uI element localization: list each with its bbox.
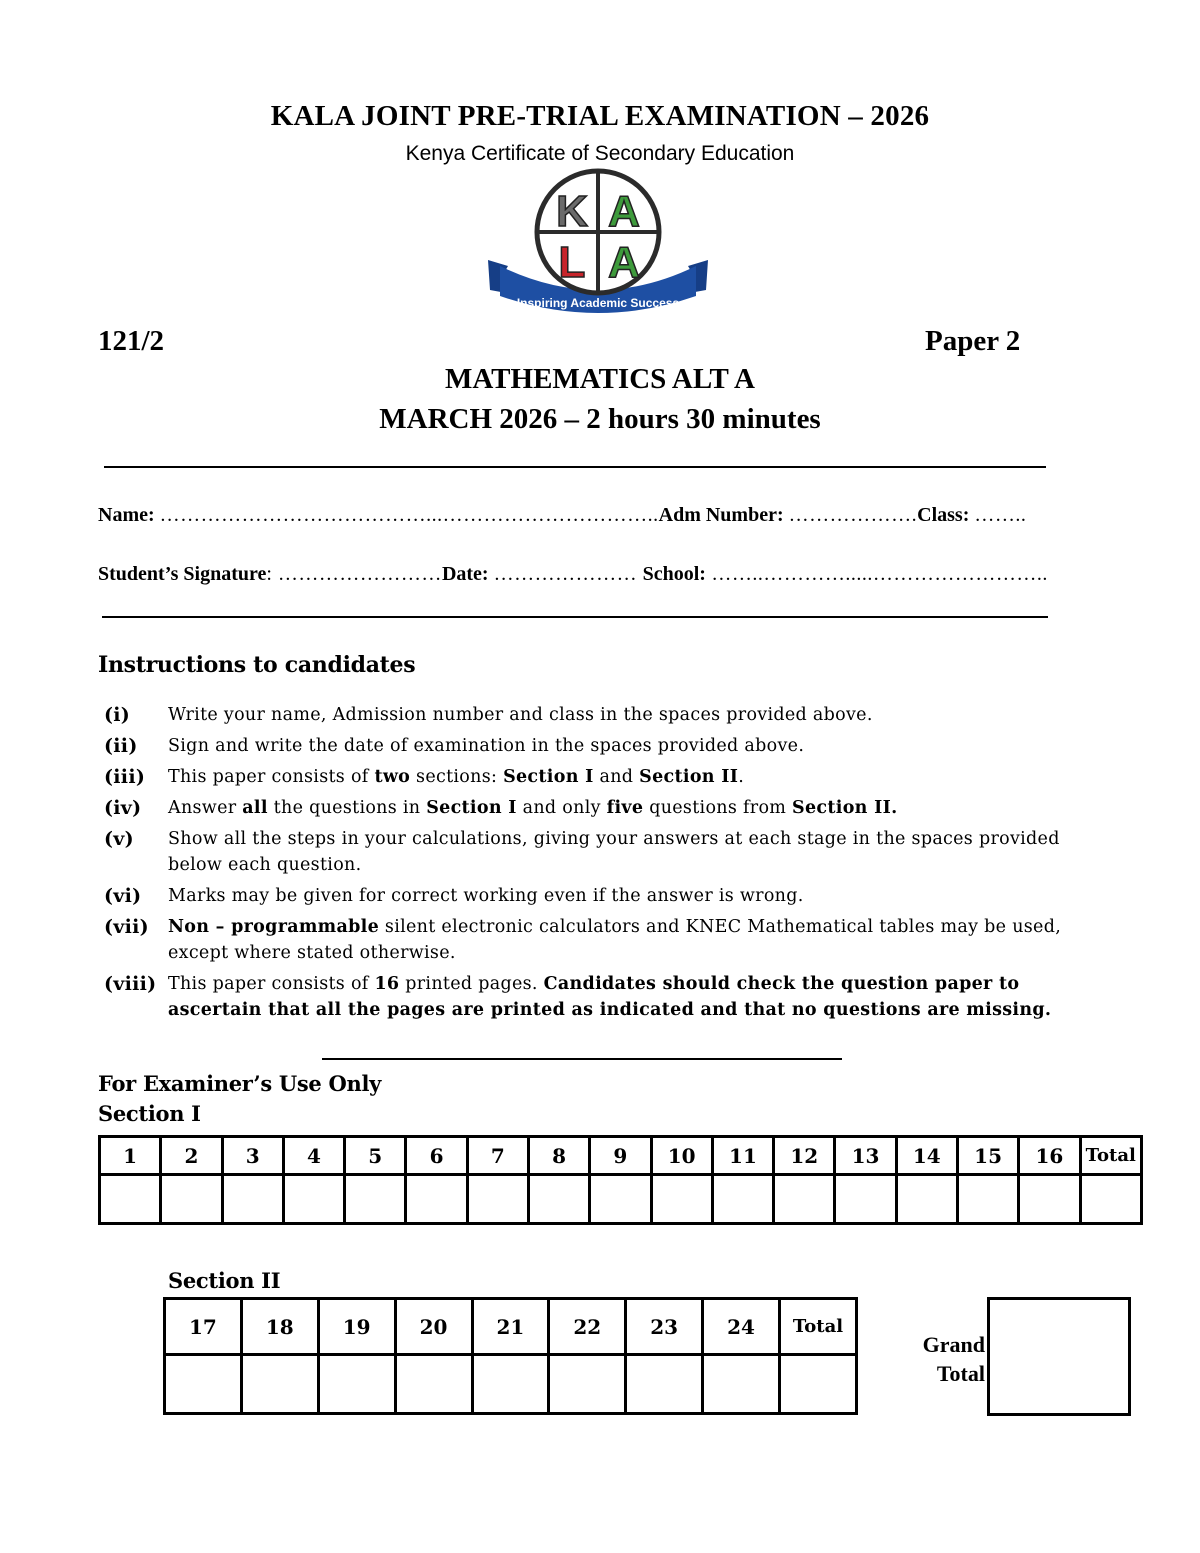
- section-2-header-20: 20: [395, 1299, 472, 1355]
- section-1-header-16: 16: [1019, 1137, 1080, 1175]
- section-2-header-23: 23: [626, 1299, 703, 1355]
- instruction-text: and: [593, 767, 640, 787]
- adm-number-field[interactable]: ……………….: [788, 504, 918, 526]
- date-field[interactable]: …………………: [493, 563, 643, 585]
- instruction-emphasis: 16: [374, 974, 400, 994]
- instruction-number: (iv): [104, 797, 142, 819]
- section-2-score-cell[interactable]: [318, 1355, 395, 1414]
- section-2-header-18: 18: [241, 1299, 318, 1355]
- instruction-emphasis: Non – programmable: [168, 917, 380, 937]
- section-1-score-cell[interactable]: [896, 1175, 957, 1224]
- instruction-item: [104, 764, 1094, 790]
- logo-banner-text: Inspiring Academic Success: [516, 296, 680, 310]
- section-1-score-cell[interactable]: [1019, 1175, 1080, 1224]
- section-1-header-2: 2: [161, 1137, 222, 1175]
- grand-total-label-line-2: Total: [936, 1361, 985, 1386]
- section-2-header-24: 24: [703, 1299, 780, 1355]
- instruction-item: [104, 971, 1094, 1023]
- name-field[interactable]: …………………………………...…………………………..: [159, 504, 659, 526]
- session-duration: MARCH 2026 – 2 hours 30 minutes: [379, 403, 821, 435]
- section-1-score-cell[interactable]: [774, 1175, 835, 1224]
- instruction-number: (iii): [104, 766, 146, 788]
- section-1-header-5: 5: [345, 1137, 406, 1175]
- logo-letter-k: K: [556, 187, 588, 236]
- section-1-score-cell[interactable]: [467, 1175, 528, 1224]
- instruction-emphasis: Candidates should check the question paper to ascertain that all the pages are printed as indicated and that no questions are missing.: [168, 974, 1052, 1020]
- subject-title: MATHEMATICS ALT A: [445, 363, 755, 395]
- section-1-marks-table: [98, 1135, 1143, 1225]
- grand-total-label: [895, 1330, 985, 1388]
- section-2-label: Section II: [168, 1268, 281, 1293]
- school-field[interactable]: ……..………….....……………………..: [705, 563, 1048, 585]
- section-1-score-cell[interactable]: [406, 1175, 467, 1224]
- instruction-text: sections:: [410, 767, 504, 787]
- section-2-score-cell[interactable]: [472, 1355, 549, 1414]
- section-2-header-total: Total: [780, 1299, 857, 1355]
- examiner-heading: For Examiner’s Use Only: [98, 1071, 382, 1096]
- section-1-header-6: 6: [406, 1137, 467, 1175]
- instruction-text: This paper consists of: [168, 974, 375, 994]
- date-label: Date:: [441, 563, 489, 585]
- exam-title: KALA JOINT PRE-TRIAL EXAMINATION – 2026: [270, 100, 930, 132]
- logo-letter-a-bottom: A: [608, 238, 640, 287]
- instruction-item: [104, 702, 1094, 728]
- instructions-list: [104, 702, 1094, 1028]
- section-2-score-cell[interactable]: [241, 1355, 318, 1414]
- section-2-header-17: 17: [165, 1299, 242, 1355]
- paper-label: Paper 2: [925, 325, 1021, 357]
- section-1-header-11: 11: [712, 1137, 773, 1175]
- details-divider: [102, 616, 1048, 618]
- section-1-header-9: 9: [590, 1137, 651, 1175]
- instruction-text: the questions in: [267, 798, 427, 818]
- instructions-end-divider: [322, 1058, 842, 1060]
- adm-number-label: Adm Number:: [658, 504, 784, 526]
- logo-letter-a-top: A: [608, 187, 640, 236]
- instruction-number: (ii): [104, 735, 138, 757]
- section-2-score-cell[interactable]: [549, 1355, 626, 1414]
- section-1-score-cell[interactable]: [345, 1175, 406, 1224]
- instruction-item: [104, 733, 1094, 759]
- instruction-number: (i): [104, 704, 131, 726]
- instruction-emphasis: Section II: [639, 767, 739, 787]
- section-1-header-15: 15: [957, 1137, 1018, 1175]
- grand-total-label-line-1: Grand: [922, 1332, 985, 1357]
- instruction-text: Show all the steps in your calculations, giving your answers at each stage in the spaces provided below each question.: [168, 829, 1060, 875]
- section-2-score-cell[interactable]: [165, 1355, 242, 1414]
- section-1-header-total: Total: [1080, 1137, 1142, 1175]
- candidate-details-row-1: [98, 504, 1026, 527]
- school-label: School:: [642, 563, 706, 585]
- paper-code: 121/2: [98, 325, 165, 357]
- section-1-header-7: 7: [467, 1137, 528, 1175]
- section-2-score-cell[interactable]: [395, 1355, 472, 1414]
- instruction-emphasis: Section I: [426, 798, 517, 818]
- section-2-header-21: 21: [472, 1299, 549, 1355]
- instruction-text: questions from: [643, 798, 793, 818]
- section-1-header-13: 13: [835, 1137, 896, 1175]
- exam-subtitle: Kenya Certificate of Secondary Education: [405, 142, 795, 165]
- instruction-number: (vii): [104, 916, 149, 938]
- instruction-text: Answer: [168, 798, 243, 818]
- instruction-text: Write your name, Admission number and class in the spaces provided above.: [168, 705, 873, 725]
- section-1-header-1: 1: [100, 1137, 161, 1175]
- instruction-text: Sign and write the date of examination in the spaces provided above.: [168, 736, 805, 756]
- instruction-text: Marks may be given for correct working even if the answer is wrong.: [168, 886, 804, 906]
- class-label: Class:: [917, 504, 970, 526]
- instruction-emphasis: Section I: [503, 767, 594, 787]
- section-1-score-cell[interactable]: [161, 1175, 222, 1224]
- instruction-emphasis: Section II.: [792, 798, 898, 818]
- candidate-details-row-2: [98, 563, 1048, 586]
- section-1-score-cell[interactable]: [835, 1175, 896, 1224]
- section-1-score-cell[interactable]: [222, 1175, 283, 1224]
- instruction-number: (v): [104, 828, 134, 850]
- kala-logo: [486, 168, 710, 324]
- section-1-score-cell[interactable]: [283, 1175, 344, 1224]
- header-divider: [104, 466, 1046, 468]
- instruction-number: (vi): [104, 885, 142, 907]
- section-1-score-cell[interactable]: [957, 1175, 1018, 1224]
- instruction-emphasis: all: [242, 798, 268, 818]
- section-1-label: Section I: [98, 1101, 201, 1126]
- instruction-item: [104, 826, 1094, 878]
- signature-field[interactable]: : ……………………: [266, 563, 442, 585]
- instruction-number: (viii): [104, 973, 157, 995]
- instruction-item: [104, 883, 1094, 909]
- instruction-item: [104, 914, 1094, 966]
- grand-total-box[interactable]: [987, 1297, 1131, 1416]
- instruction-text: silent electronic calculators and KNEC Mathematical tables may be used, except where stated otherwise.: [168, 917, 1062, 963]
- instruction-emphasis: five: [606, 798, 644, 818]
- name-label: Name:: [98, 504, 155, 526]
- instruction-text: and only: [516, 798, 607, 818]
- section-1-score-cell[interactable]: [712, 1175, 773, 1224]
- section-2-score-cell[interactable]: [703, 1355, 780, 1414]
- class-field[interactable]: ……..: [974, 504, 1027, 526]
- instruction-text: .: [738, 767, 745, 787]
- instruction-emphasis: two: [374, 767, 411, 787]
- section-1-header-3: 3: [222, 1137, 283, 1175]
- instruction-item: [104, 795, 1094, 821]
- section-2-score-cell[interactable]: [780, 1355, 857, 1414]
- section-1-score-cell[interactable]: [1080, 1175, 1142, 1224]
- logo-letter-l: L: [558, 238, 586, 287]
- section-1-score-cell[interactable]: [651, 1175, 712, 1224]
- section-1-header-8: 8: [528, 1137, 589, 1175]
- instruction-text: printed pages.: [399, 974, 544, 994]
- section-2-marks-table: [163, 1297, 858, 1415]
- section-1-header-12: 12: [774, 1137, 835, 1175]
- section-1-header-4: 4: [283, 1137, 344, 1175]
- section-1-header-14: 14: [896, 1137, 957, 1175]
- instructions-heading: Instructions to candidates: [98, 652, 416, 678]
- section-2-score-cell[interactable]: [626, 1355, 703, 1414]
- section-1-header-10: 10: [651, 1137, 712, 1175]
- section-2-header-19: 19: [318, 1299, 395, 1355]
- signature-label: Student’s Signature: [98, 563, 267, 585]
- section-1-score-cell[interactable]: [100, 1175, 161, 1224]
- section-1-score-cell[interactable]: [590, 1175, 651, 1224]
- section-1-score-cell[interactable]: [528, 1175, 589, 1224]
- instruction-text: This paper consists of: [168, 767, 375, 787]
- section-2-header-22: 22: [549, 1299, 626, 1355]
